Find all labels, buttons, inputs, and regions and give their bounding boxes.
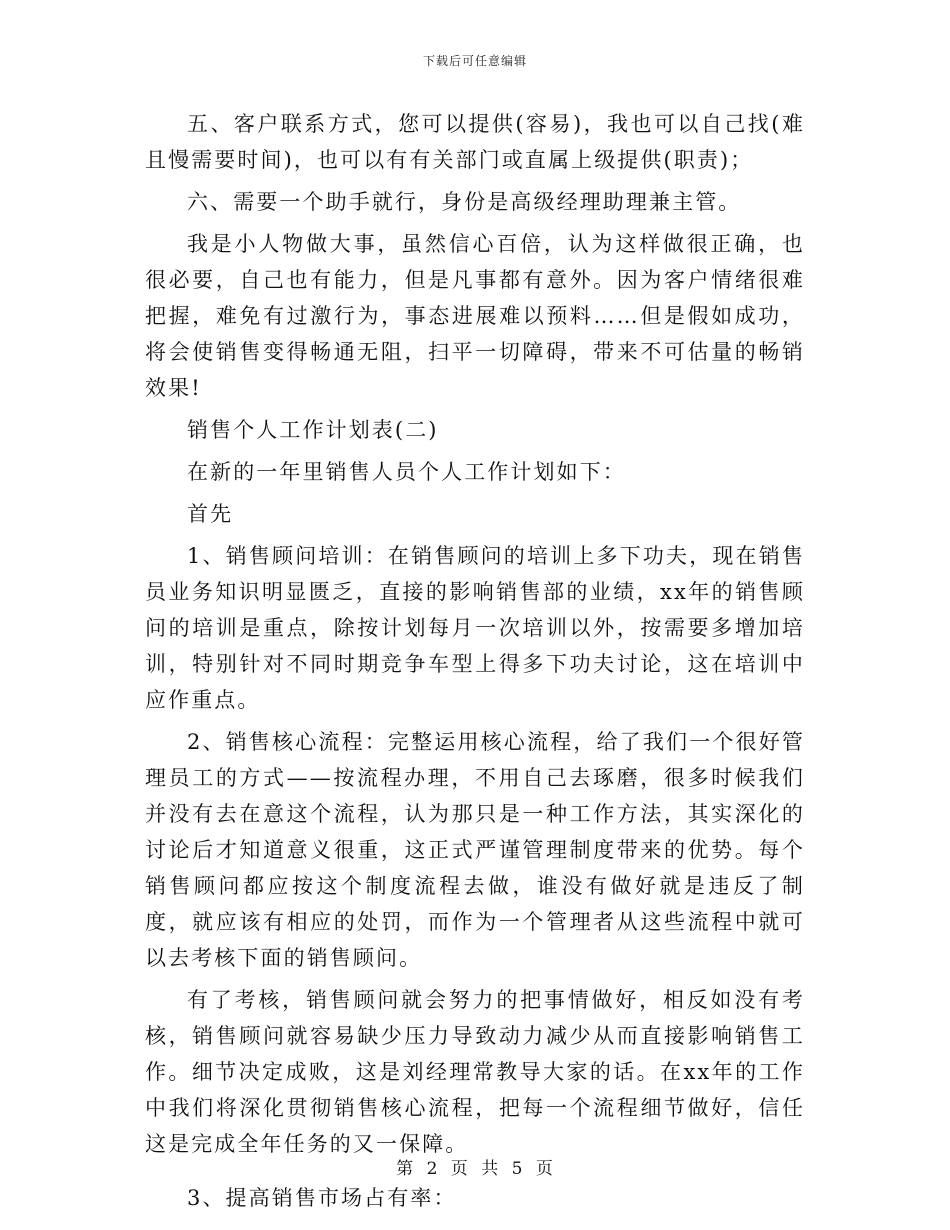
document-body [145,106,805,1216]
paragraph-assistant: 六、需要一个助手就行，身份是高级经理助理兼主管。 [187,190,742,214]
paragraph-market-share: 3、提高销售市场占有率： [187,1186,457,1210]
paragraph-first: 首先 [187,502,234,526]
page-header: 下载后可任意编辑 [422,54,527,68]
paragraph-training: 1、销售顾问培训：在销售顾问的培训上多下功夫，现在销售员业务知识明显匮乏，直接的影响销售部的业绩，xx年的销售顾问的培训是重点，除按计划每月一次培训以外，按需要多增加培训，特别针对不同时期竞争车型上得多下功夫讨论，这在培训中应作重点。 [145,544,805,712]
paragraph-assessment: 有了考核，销售顾问就会努力的把事情做好，相反如没有考核，销售顾问就容易缺少压力导致动力减少从而直接影响销售工作。细节决定成败，这是刘经理常教导大家的话。在xx年的工作中我们将深化贯彻销售核心流程，把每一个流程细节做好，信任这是完成全年任务的又一保障。 [145,988,805,1156]
paragraph-contact: 五、客户联系方式，您可以提供(容易)，我也可以自己找(难且慢需要时间)，也可以有有关部门或直属上级提供(职责)； [145,112,805,172]
paragraph-intro: 在新的一年里销售人员个人工作计划如下： [187,460,626,484]
section-title: 销售个人工作计划表(二) [187,418,439,442]
page-number: 第 2 页 共 5 页 [396,1159,554,1179]
paragraph-core-process: 2、销售核心流程：完整运用核心流程，给了我们一个很好管理员工的方式——按流程办理，不用自己去琢磨，很多时候我们并没有去在意这个流程，认为那只是一种工作方法，其实深化的讨论后才知道意义很重，这正式严谨管理制度带来的优势。每个销售顾问都应按这个制度流程去做，谁没有做好就是违反了制度，就应该有相应的处罚，而作为一个管理者从这些流程中就可以去考核下面的销售顾问。 [145,730,805,970]
paragraph-small-person: 我是小人物做大事，虽然信心百倍，认为这样做很正确，也很必要，自己也有能力，但是凡事都有意外。因为客户情绪很难把握，难免有过激行为，事态进展难以预料……但是假如成功，将会使销售变得畅通无阻，扫平一切障碍，带来不可估量的畅销效果! [145,232,805,400]
